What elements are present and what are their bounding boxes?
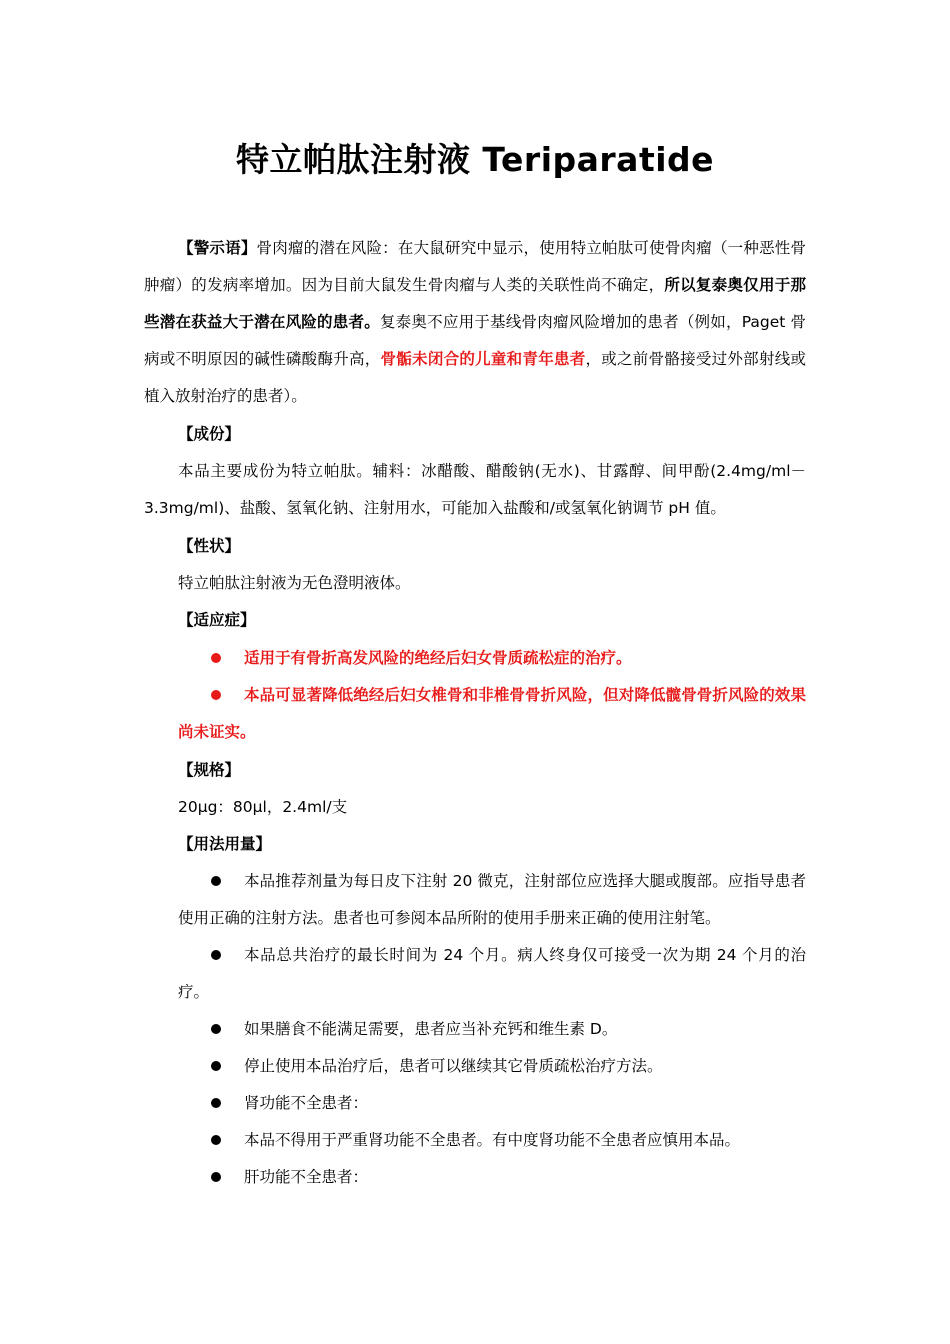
dosage-item: 停止使用本品治疗后，患者可以继续其它骨质疏松治疗方法。 — [244, 1057, 663, 1075]
dosage-item: 肾功能不全患者： — [244, 1094, 369, 1112]
warning-text-2: 复泰奥不应用于基线骨肉瘤风险增加的患者（例如，Paget 骨病或不明原因的碱性磷酸酶升高， — [144, 313, 806, 368]
indication-item: 本品可显著降低绝经后妇女椎骨和非椎骨骨折风险，但对降低髋骨骨折风险的效果尚未证实。 — [178, 686, 806, 741]
warning-label: 【警示语】 — [178, 239, 257, 257]
dosage-heading: 【用法用量】 — [178, 835, 272, 853]
dosage-item: 本品不得用于严重肾功能不全患者。有中度肾功能不全患者应慎用本品。 — [244, 1131, 741, 1149]
specification-heading: 【规格】 — [178, 761, 241, 779]
warning-text-1: 骨肉瘤的潜在风险：在大鼠研究中显示，使用特立帕肽可使骨肉瘤（一种恶性骨肿瘤）的发病率增加。因为目前大鼠发生骨肉瘤与人类的关联性尚不确定， — [144, 239, 806, 294]
indication-item: 适用于有骨折高发风险的绝经后妇女骨质疏松症的治疗。 — [244, 649, 632, 667]
composition-text: 本品主要成份为特立帕肽。辅料：冰醋酸、醋酸钠(无水)、甘露醇、间甲酚(2.4mg/ml－3.3mg/ml)、盐酸、氢氧化钠、注射用水，可能加入盐酸和/或氢氧化钠调节 pH 值。 — [144, 462, 806, 517]
description-text: 特立帕肽注射液为无色澄明液体。 — [178, 574, 411, 592]
warning-text-3: ，或之前骨骼接受过外部射线或植入放射治疗的患者）。 — [144, 350, 806, 405]
dosage-item: 如果膳食不能满足需要，患者应当补充钙和维生素 D。 — [244, 1020, 618, 1038]
dosage-item: 本品总共治疗的最长时间为 24 个月。病人终身仅可接受一次为期 24 个月的治疗。 — [178, 946, 806, 1001]
warning-paragraph — [144, 230, 806, 415]
warning-bold-text: 所以复泰奥仅用于那些潜在获益大于潜在风险的患者。 — [144, 276, 806, 331]
page-title: 特立帕肽注射液 Teriparatide — [235, 140, 715, 179]
composition-heading: 【成份】 — [178, 425, 241, 443]
warning-red-text: 骨骺未闭合的儿童和青年患者 — [380, 350, 586, 368]
dosage-item: 肝功能不全患者： — [244, 1168, 369, 1186]
description-heading: 【性状】 — [178, 537, 241, 555]
specification-text: 20μg：80μl，2.4ml/支 — [178, 798, 348, 816]
indications-heading: 【适应症】 — [178, 611, 256, 629]
dosage-item: 本品推荐剂量为每日皮下注射 20 微克，注射部位应选择大腿或腹部。应指导患者使用正确的注射方法。患者也可参阅本品所附的使用手册来正确的使用注射笔。 — [178, 872, 806, 927]
